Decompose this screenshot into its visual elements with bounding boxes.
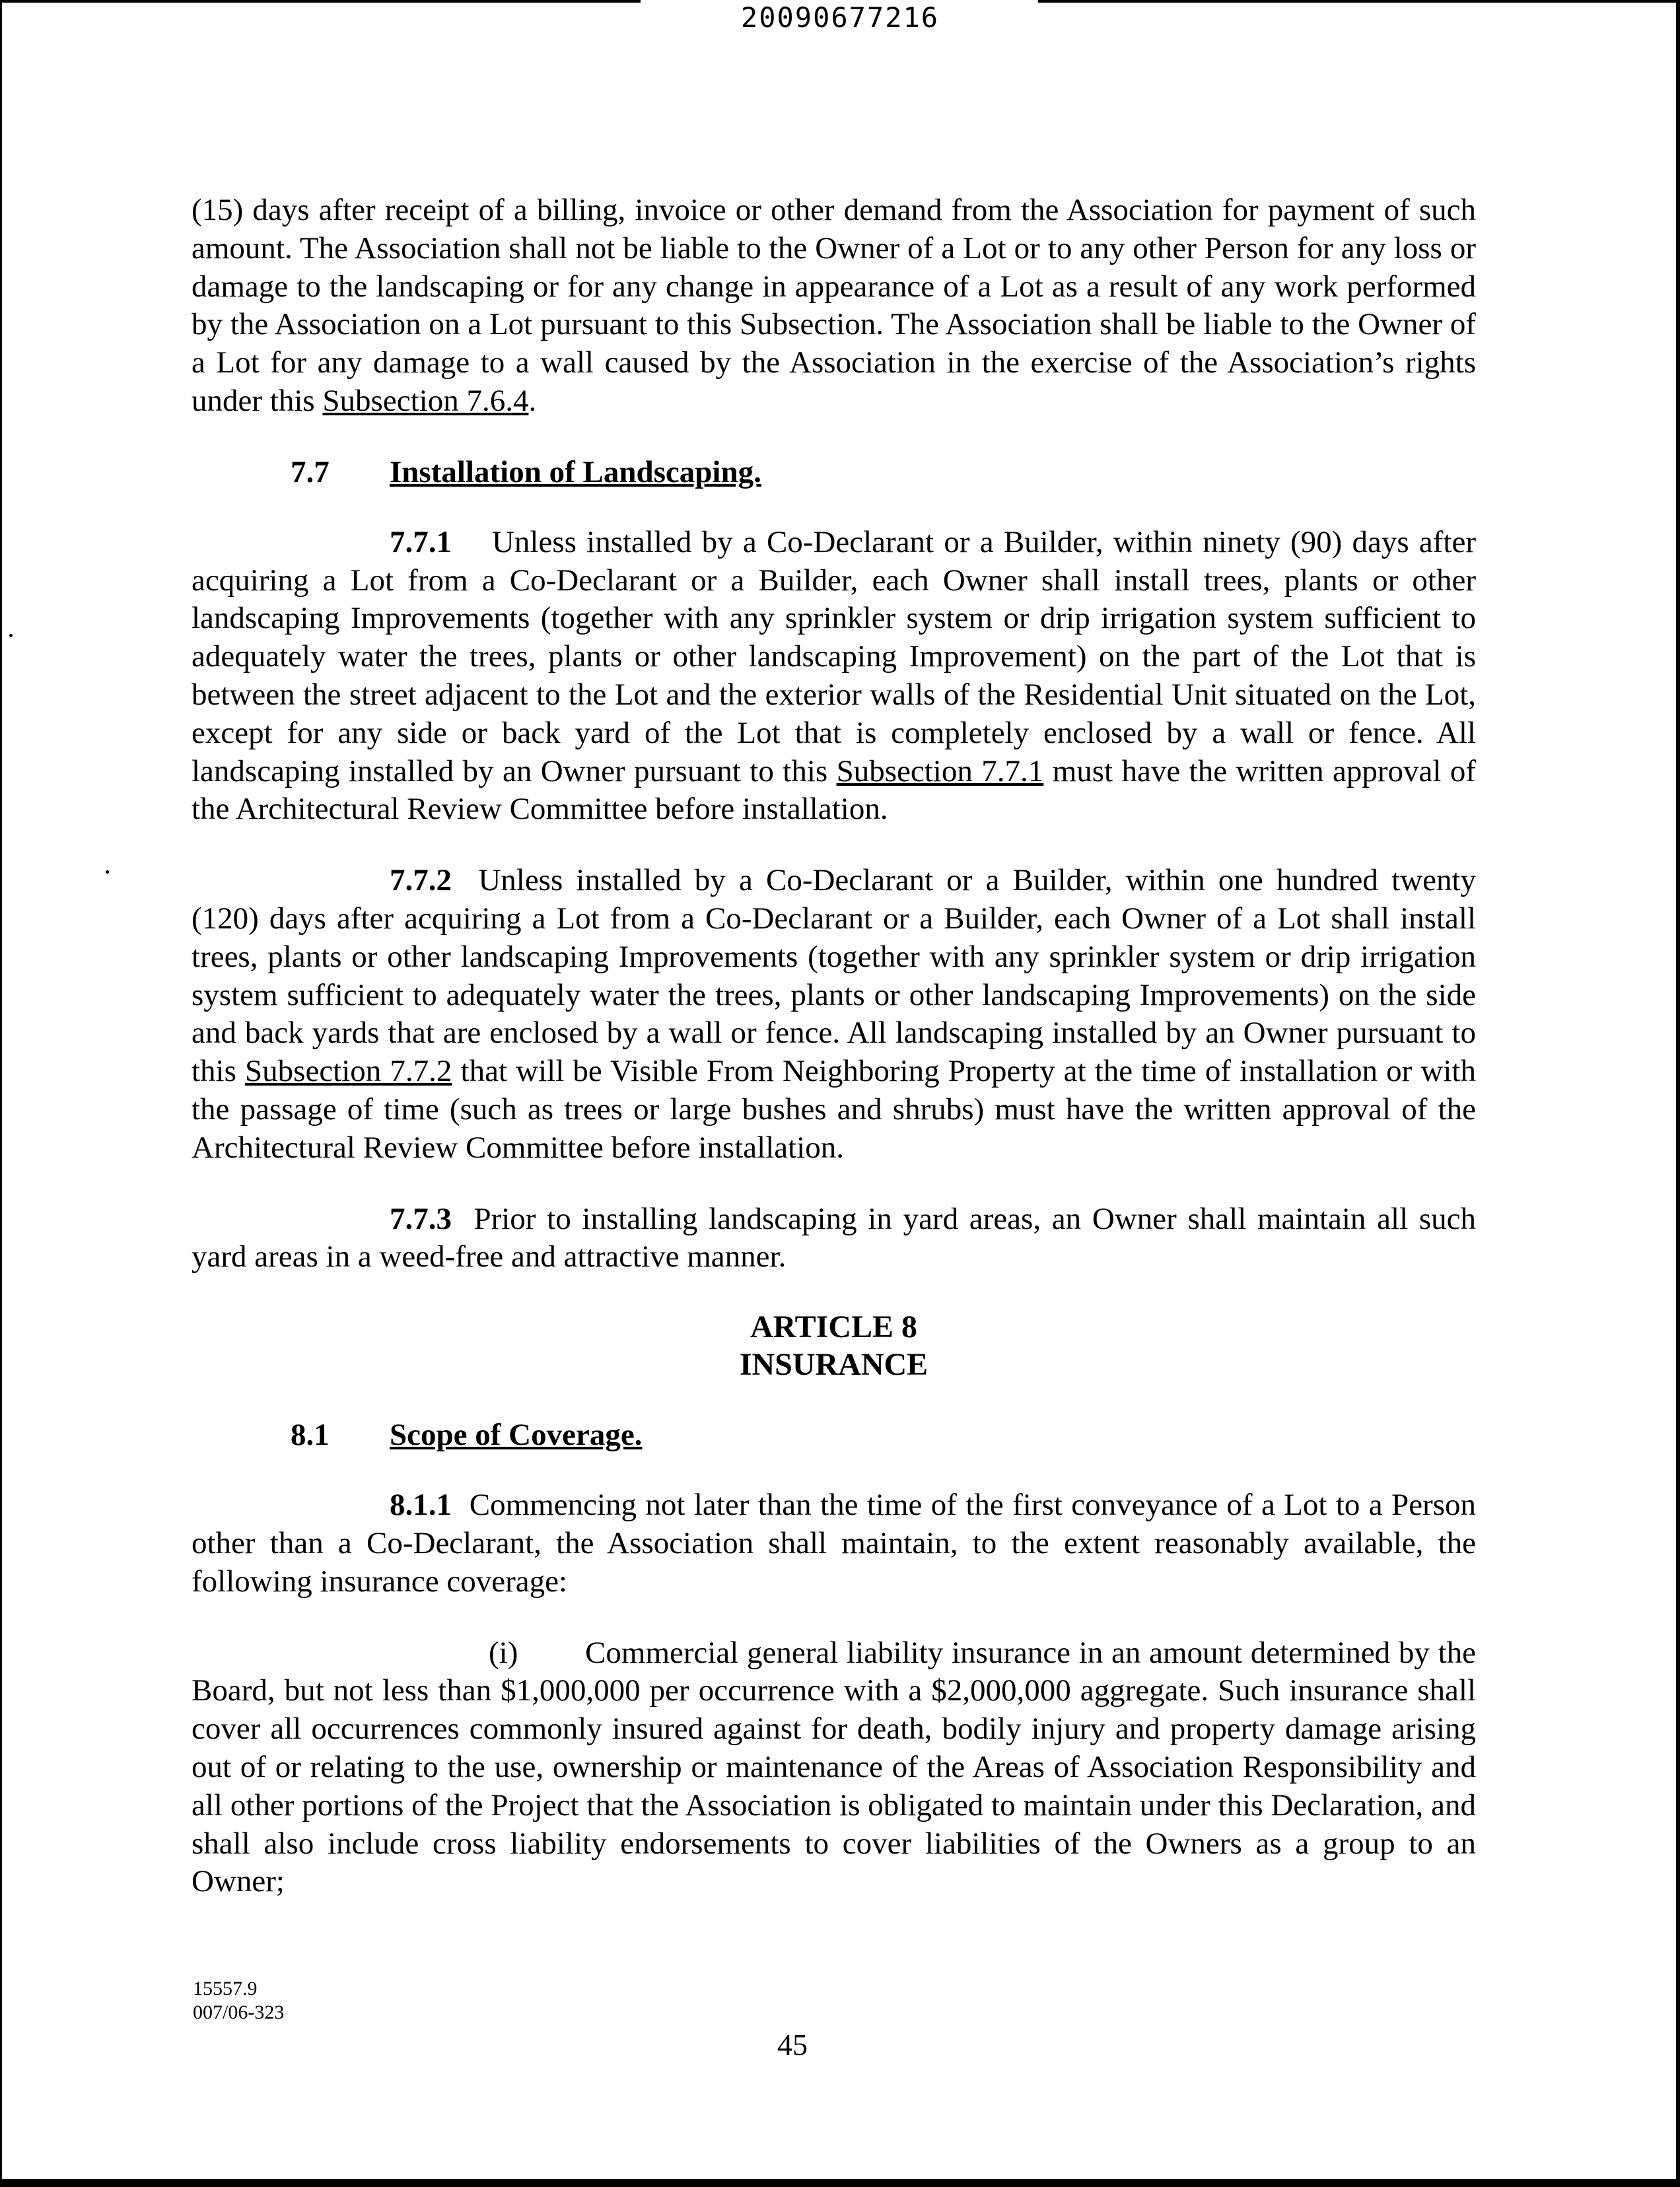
subsection-reference: Subsection 7.7.1 bbox=[836, 753, 1044, 788]
scan-speck bbox=[106, 870, 109, 874]
paragraph-text: (15) days after receipt of a billing, invoice or other demand from the Association for payment of such amount. The Association shall not be liable to the Owner of a Lot or to any other Person for any loss or damage to the landscaping or for any change in appearance of a Lot as a result of any work performed by the Association on a Lot pursuant to this Subsection. The Association shall be liable to the Owner of a Lot for any damage to a wall caused by the Association in the exercise of the Association’s rights under this bbox=[192, 193, 1476, 418]
left-border bbox=[0, 0, 2, 2187]
footer-code-line: 007/06-323 bbox=[193, 2001, 285, 2023]
list-item-i bbox=[192, 1634, 1476, 1902]
right-border bbox=[1676, 0, 1680, 2187]
paragraph-text: Unless installed by a Co-Declarant or a Builder, within one hundred twenty (120) days after acquiring a Lot from a Co-Declarant or a Builder, each Owner of a Lot shall install trees, plants or other landscaping Improvements (together with any sprinkler system or drip irrigation system sufficient to adequately water the trees, plants or other landscaping Improvements) on the side and back yards that are enclosed by a wall or fence. All landscaping installed by an Owner pursuant to this bbox=[192, 863, 1476, 1089]
document-body bbox=[192, 191, 1476, 1901]
document-number: 20090677216 bbox=[740, 1, 940, 34]
paragraph-text: that will be Visible From Neighboring Property at the time of installation or with the passage of time (such as trees or large bushes and shrubs) must have the written approval of the Architectural Review Committee before installation. bbox=[192, 1054, 1476, 1165]
paragraph-text: Unless installed by a Co-Declarant or a Builder, within ninety (90) days after acquiring a Lot from a Co-Declarant or a Builder, each Owner shall install trees, plants or other landscaping Improvements (together with any sprinkler system or drip irrigation system sufficient to adequately water the trees, plants or other landscaping Improvement) on the part of the Lot that is between the street adjacent to the Lot and the exterior walls of the Residential Unit situated on the Lot, except for any side or back yard of the Lot that is completely enclosed by a wall or fence. All landscaping installed by an Owner pursuant to this bbox=[192, 524, 1476, 788]
list-item-label: (i) bbox=[489, 1635, 518, 1670]
subsection-reference: Subsection 7.6.4 bbox=[322, 383, 529, 418]
scan-speck bbox=[9, 634, 13, 637]
article-title: INSURANCE bbox=[739, 1347, 928, 1383]
paragraph-text: must have the written approval of the Architectural Review Committee before installation. bbox=[192, 753, 1476, 827]
paragraph-text: Commercial general liability insurance in an amount determined by the Board, but not less than $1,000,000 per occurrence with a $2,000,000 aggregate. Such insurance shall cover all occurrences commonly insured against for death, bodily injury and property damage arising out of or relating to the use, ownership or maintenance of the Areas of Association Responsibility and all other portions of the Project that the Association is obligated to maintain under this Declaration, and shall also include cross liability endorsements to cover liabilities of the Owners as a group to an Owner; bbox=[192, 1635, 1477, 1899]
section-title: Installation of Landscaping. bbox=[390, 454, 761, 489]
subsection-8-1-1 bbox=[192, 1486, 1476, 1601]
footer-code-line: 15557.9 bbox=[193, 1978, 258, 1999]
subsection-7-7-3 bbox=[192, 1200, 1476, 1277]
subsection-7-7-1 bbox=[192, 524, 1476, 829]
section-heading-7-7 bbox=[192, 452, 1476, 492]
page-number: 45 bbox=[777, 2028, 808, 2062]
subsection-number: 7.7.1 bbox=[390, 524, 452, 559]
subsection-reference: Subsection 7.7.2 bbox=[245, 1054, 452, 1089]
paragraph-text: Prior to installing landscaping in yard areas, an Owner shall maintain all such yard areas in a weed-free and attractive manner. bbox=[192, 1201, 1476, 1274]
article-number: ARTICLE 8 bbox=[750, 1309, 918, 1345]
section-number: 7.7 bbox=[291, 454, 330, 489]
bottom-border bbox=[0, 2179, 1680, 2187]
paragraph-text: . bbox=[528, 383, 537, 418]
subsection-7-7-2 bbox=[192, 862, 1476, 1167]
section-number: 8.1 bbox=[291, 1418, 330, 1453]
paragraph-text: Commencing not later than the time of the first conveyance of a Lot to a Person other than a Co-Declarant, the Association shall maintain, to the extent reasonably available, the following insurance coverage: bbox=[192, 1488, 1477, 1599]
subsection-number: 7.7.3 bbox=[390, 1201, 452, 1236]
section-heading-8-1 bbox=[192, 1415, 1476, 1455]
section-title: Scope of Coverage. bbox=[390, 1418, 643, 1453]
subsection-number: 8.1.1 bbox=[390, 1488, 452, 1523]
footer-document-code bbox=[193, 1977, 284, 2025]
subsection-number: 7.7.2 bbox=[390, 863, 452, 898]
paragraph-continuation bbox=[192, 191, 1476, 421]
